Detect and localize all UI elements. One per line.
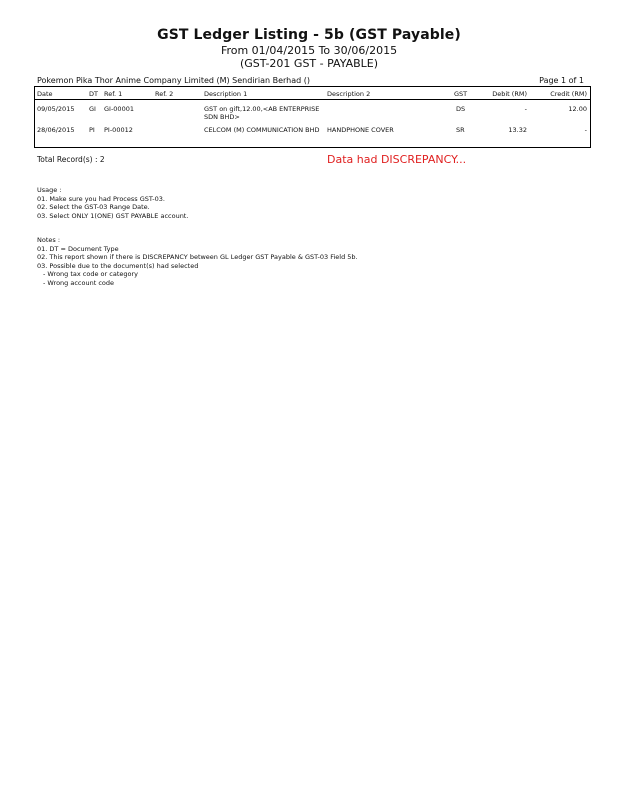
col-header-dt: DT [89,90,98,98]
usage-section [37,186,188,220]
table-right-border [590,86,591,147]
report-account: (GST-201 GST - PAYABLE) [239,57,379,70]
table-top-border [34,86,591,87]
notes-section [37,236,358,287]
row1-debit: - [524,105,527,113]
row2-date: 28/06/2015 [37,126,75,134]
row2-ref1: PI-00012 [104,126,133,134]
col-header-debit: Debit (RM) [492,90,527,98]
usage-heading: Usage : [37,186,62,194]
discrepancy-warning: Data had DISCREPANCY... [327,153,467,166]
row1-credit: 12.00 [568,105,587,113]
notes-item: 03. Possible due to the document(s) had selected [37,261,199,270]
row2-dt: PI [89,126,95,134]
notes-item: 01. DT = Document Type [37,244,119,253]
notes-item: - Wrong tax code or category [43,270,138,278]
row2-gst: SR [456,126,465,134]
col-header-ref1: Ref. 1 [104,90,123,98]
usage-item: 02. Select the GST-03 Range Date. [37,203,150,211]
notes-item: - Wrong account code [43,278,115,287]
row1-ref1: GI-00001 [104,105,134,113]
row1-date: 09/05/2015 [37,105,75,113]
row1-desc1: GST on gift,12.00,<AB ENTERPRISE SDN BHD> [204,105,320,121]
report-date-range: From 01/04/2015 To 30/06/2015 [220,44,398,57]
page-number: Page 1 of 1 [539,76,584,85]
col-header-credit: Credit (RM) [550,90,587,98]
row1-dt: GI [89,105,96,113]
company-name: Pokemon Pika Thor Anime Company Limited (M) Sendirian Berhad () [37,76,310,85]
usage-item: 01. Make sure you had Process GST-03. [37,194,165,203]
col-header-desc2: Description 2 [327,90,371,98]
table-header-divider [34,99,591,100]
col-header-ref2: Ref. 2 [155,90,174,98]
total-records: Total Record(s) : 2 [37,155,105,164]
table-bottom-border [34,147,591,148]
notes-heading: Notes : [37,236,61,244]
row2-credit: - [584,126,587,134]
row2-desc2: HANDPHONE COVER [327,126,394,134]
col-header-gst: GST [454,90,468,98]
row2-debit: 13.32 [508,126,527,134]
row2-desc1: CELCOM (M) COMMUNICATION BHD [204,126,320,134]
notes-item: 02. This report shown if there is DISCREPANCY between GL Ledger GST Payable & GST-03 Field 5b. [37,253,358,261]
row1-gst: DS [456,105,466,113]
report-title: GST Ledger Listing - 5b (GST Payable) [157,27,461,43]
col-header-desc1: Description 1 [204,90,248,98]
table-left-border [34,86,35,147]
usage-item: 03. Select ONLY 1(ONE) GST PAYABLE account. [37,211,189,220]
col-header-date: Date [37,90,53,98]
